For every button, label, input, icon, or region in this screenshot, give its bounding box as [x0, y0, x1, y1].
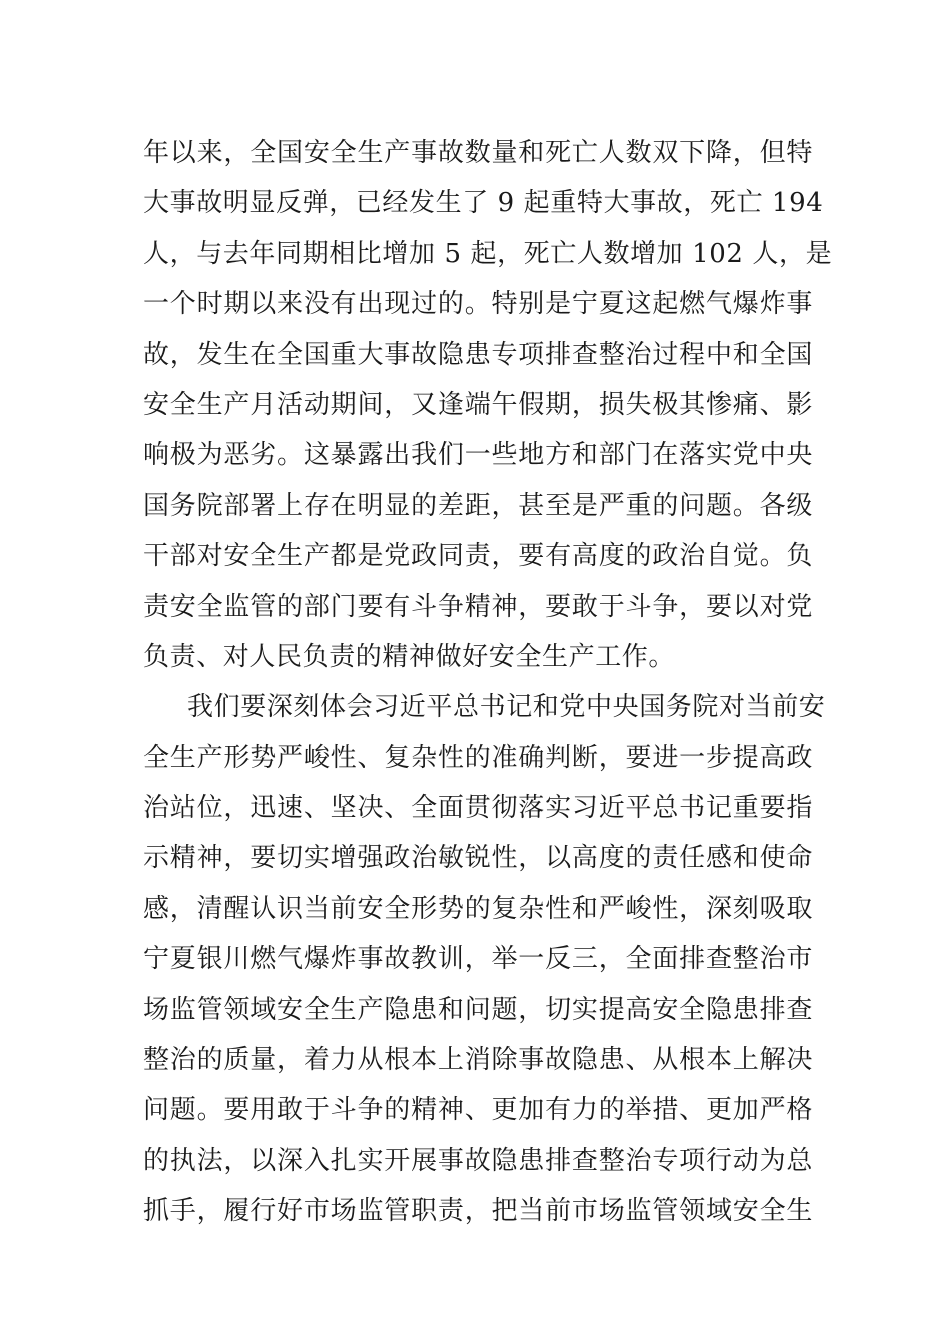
text-line: 整治的质量，着力从根本上消除事故隐患、从根本上解决 [143, 1045, 813, 1076]
text-line: 年以来，全国安全生产事故数量和死亡人数双下降，但特 [143, 138, 813, 168]
text-line: 干部对安全生产都是党政同责，要有高度的政治自觉。负 [143, 541, 813, 572]
text-line: 安全生产月活动期间，又逢端午假期，损失极其惨痛、影 [143, 389, 813, 420]
text-line: 一个时期以来没有出现过的。特别是宁夏这起燃气爆炸事 [143, 289, 813, 320]
text-line: 示精神，要切实增强政治敏锐性，以高度的责任感和使命 [143, 843, 813, 874]
text-line: 人，与去年同期相比增加 5 起，死亡人数增加 102 人，是 [143, 238, 833, 269]
text-line: 治站位，迅速、坚决、全面贯彻落实习近平总书记重要指 [143, 793, 813, 824]
text-line: 问题。要用敢于斗争的精神、更加有力的举措、更加严格 [143, 1095, 813, 1126]
text-line: 的执法，以深入扎实开展事故隐患排查整治专项行动为总 [143, 1145, 813, 1176]
text-line: 负责、对人民负责的精神做好安全生产工作。 [143, 641, 676, 672]
text-line: 责安全监管的部门要有斗争精神，要敢于斗争，要以对党 [143, 591, 813, 622]
text-line: 感，清醒认识当前安全形势的复杂性和严峻性，深刻吸取 [143, 893, 813, 924]
paragraph-first-line: 我们要深刻体会习近平总书记和党中央国务院对当前安 [187, 692, 826, 723]
text-line: 大事故明显反弹，已经发生了 9 起重特大事故，死亡 194 [143, 188, 824, 219]
text-line: 宁夏银川燃气爆炸事故教训，举一反三，全面排查整治市 [143, 944, 813, 975]
text-line: 全生产形势严峻性、复杂性的准确判断，要进一步提高政 [143, 742, 813, 773]
text-line: 响极为恶劣。这暴露出我们一些地方和部门在落实党中央 [143, 440, 813, 471]
body-text [143, 128, 833, 1237]
text-line: 故，发生在全国重大事故隐患专项排查整治过程中和全国 [143, 339, 813, 370]
text-line: 场监管领域安全生产隐患和问题，切实提高安全隐患排查 [143, 994, 813, 1025]
text-line: 国务院部署上存在明显的差距，甚至是严重的问题。各级 [143, 490, 813, 521]
text-line: 抓手，履行好市场监管职责，把当前市场监管领域安全生 [143, 1196, 813, 1227]
